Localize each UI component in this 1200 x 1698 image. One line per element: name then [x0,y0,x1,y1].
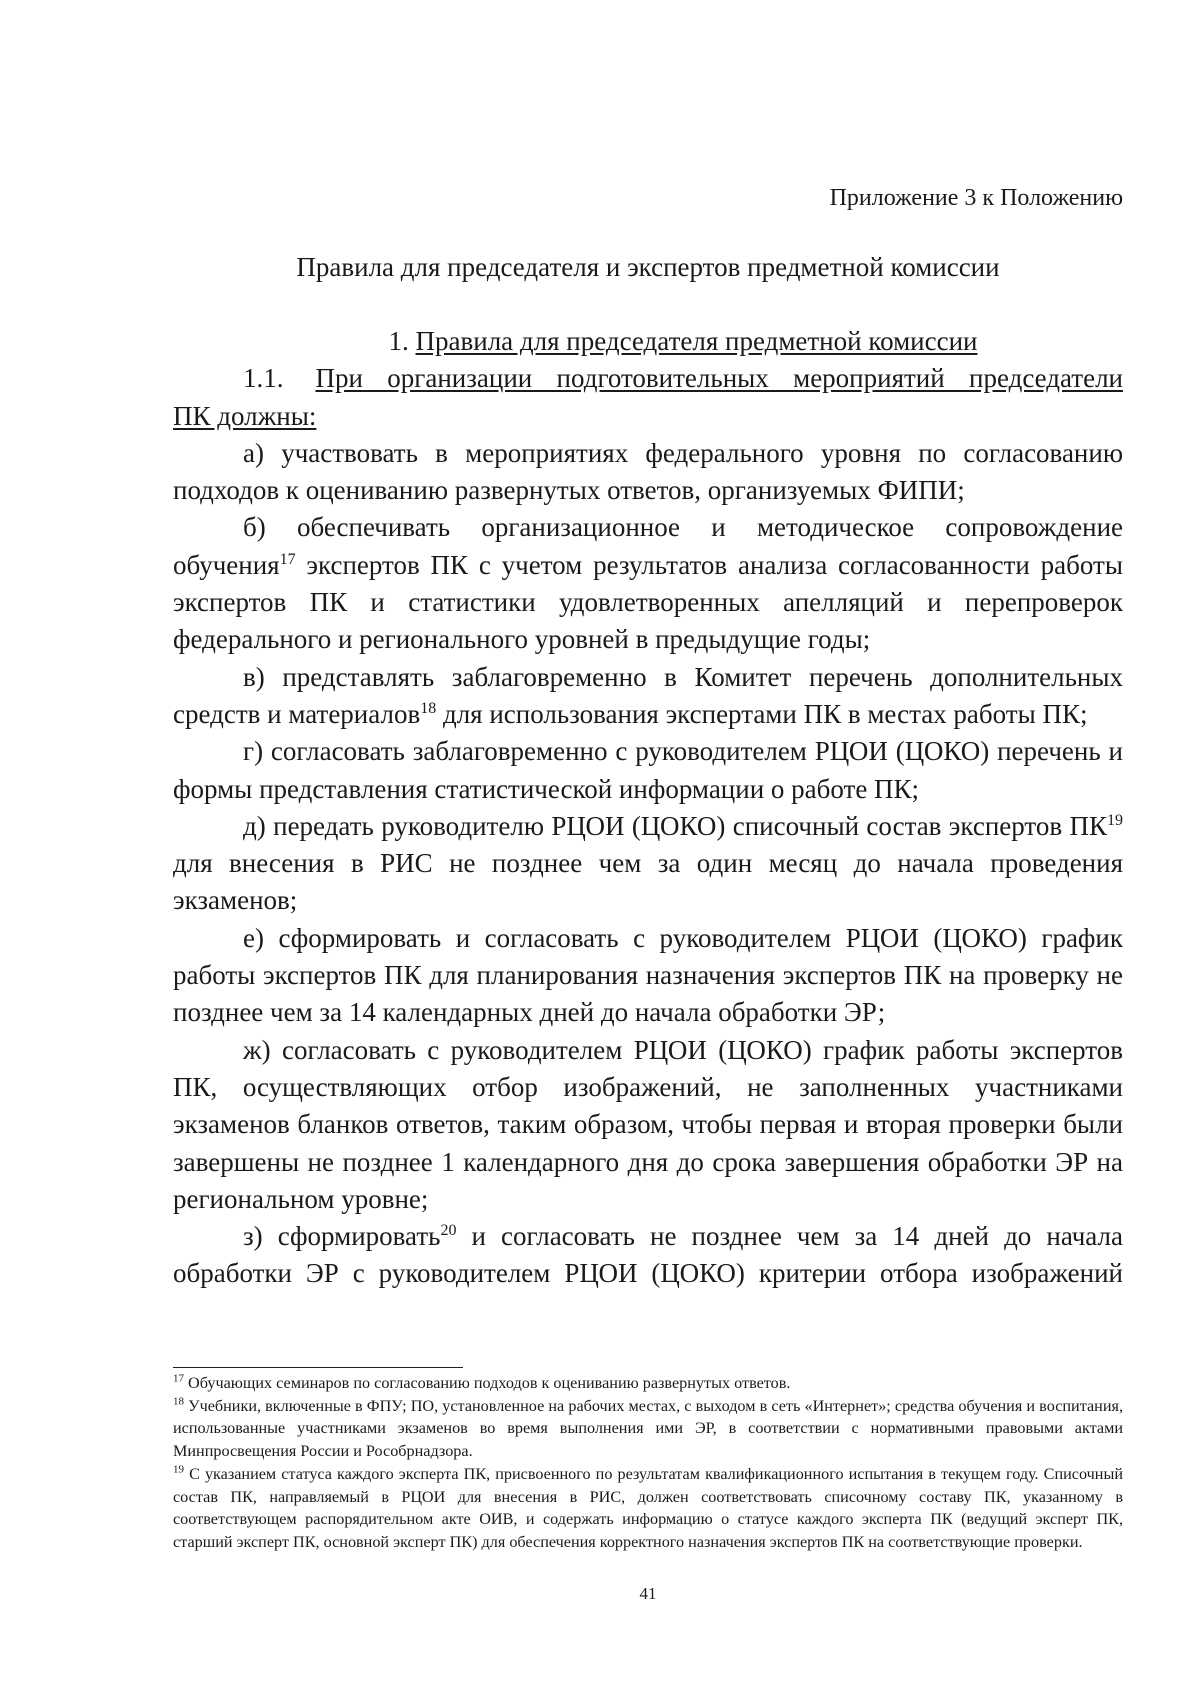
item-d-text-1: д) передать руководителю РЦОИ (ЦОКО) списочный состав экспертов ПК [243,810,1107,841]
footnote-divider [173,1367,463,1368]
section-title: Правила для председателя предметной комиссии [415,326,978,356]
clause-title-line-2: ПК должны: [173,400,317,431]
clause-number: 1.1. [243,363,284,394]
item-d-text-2: для внесения в РИС не позднее чем за один месяц до начала проведения экзаменов; [173,848,1123,916]
footnote-text: Обучающих семинаров по согласованию подходов к оцениванию развернутых ответов. [184,1374,791,1392]
item-zh: ж) согласовать с руководителем РЦОИ (ЦОКО) график работы экспертов ПК, осуществляющих отбор изображений, не заполненных участниками экзаменов бланков ответов, таким образом, чтобы первая и вторая проверки были завершены не позднее 1 календарного дня до срока завершения обработки ЭР на региональном уровне; [173,1034,1123,1214]
footnote-mark: 17 [173,1372,184,1385]
clause-title-line-1: При организации подготовительных мероприятий председатели [315,363,1123,394]
item-a: а) участвовать в мероприятиях федерального уровня по согласованию подходов к оцениванию развернутых ответов, организуемых ФИПИ; [173,437,1123,506]
footnote-mark: 18 [173,1395,184,1408]
item-d [173,808,1123,920]
footnote-ref-20: 20 [440,1222,457,1240]
footnote-mark: 19 [173,1463,184,1476]
footnote-ref-17: 17 [279,550,296,568]
item-b-text-1: б) обеспечивать организационное и методическое сопровождение обучения [173,512,1123,580]
item-b [173,509,1123,658]
footnote-text: С указанием статуса каждого эксперта ПК, присвоенного по результатам квалификационного испытания в текущем году. Списочный состав ПК, направляемый в РЦОИ для внесения в РИС, должен соответствовать списочному составу ПК, указанному в соответствующем распорядительном акте ОИВ, и содержать информацию о статусе каждого эксперта ПК (ведущий эксперт ПК, старший эксперт ПК, основной эксперт ПК) для обеспечения корректного назначения экспертов ПК на соответствующие проверки. [173,1464,1123,1551]
footnote-19 [173,1463,1123,1554]
page-number: 41 [639,1584,657,1603]
item-v [173,659,1123,734]
item-v-text-2: для использования экспертами ПК в местах работы ПК; [436,698,1088,729]
footnote-ref-18: 18 [420,699,437,717]
item-z-text-1: з) сформировать [243,1221,441,1252]
item-z-text-2: и согласовать не позднее чем за 14 дней до начала обработки ЭР с руководителем РЦОИ (ЦОКО) критерии отбора изображений [173,1221,1123,1289]
item-e: е) сформировать и согласовать с руководителем РЦОИ (ЦОКО) график работы экспертов ПК для планирования назначения экспертов ПК на проверку не позднее чем за 14 календарных дней до начала обработки ЭР; [173,922,1123,1028]
clause-heading [173,360,1123,397]
appendix-label: Приложение 3 к Положению [829,185,1123,211]
item-z [173,1218,1123,1293]
section-heading [173,323,1123,360]
footnote-ref-19: 19 [1107,811,1123,829]
footnotes [173,1372,1123,1554]
item-v-text-1: в) представлять заблаговременно в Комитет перечень дополнительных средств и материалов [173,661,1123,729]
document-title: Правила для председателя и экспертов предметной комиссии [296,252,1000,282]
document-body [173,323,1123,1293]
section-number: 1. [388,326,409,356]
footnote-18 [173,1395,1123,1463]
clause-heading-continuation [173,398,1123,435]
footnote-17 [173,1372,1123,1395]
document-page [173,0,1123,1698]
footnote-text: Учебники, включенные в ФПУ; ПО, установленное на рабочих местах, с выходом в сеть «Интернет»; средства обучения и воспитания, использованные участниками экзаменов во время выполнения ими ЭР, в соответствии с нормативными правовыми актами Минпросвещения России и Рособрнадзора. [173,1396,1123,1461]
item-b-text-2: экспертов ПК с учетом результатов анализа согласованности работы экспертов ПК и статистики удовлетворенных апелляций и перепроверок федерального и регионального уровней в предыдущие годы; [173,549,1123,655]
item-g: г) согласовать заблаговременно с руководителем РЦОИ (ЦОКО) перечень и формы представления статистической информации о работе ПК; [173,736,1123,804]
